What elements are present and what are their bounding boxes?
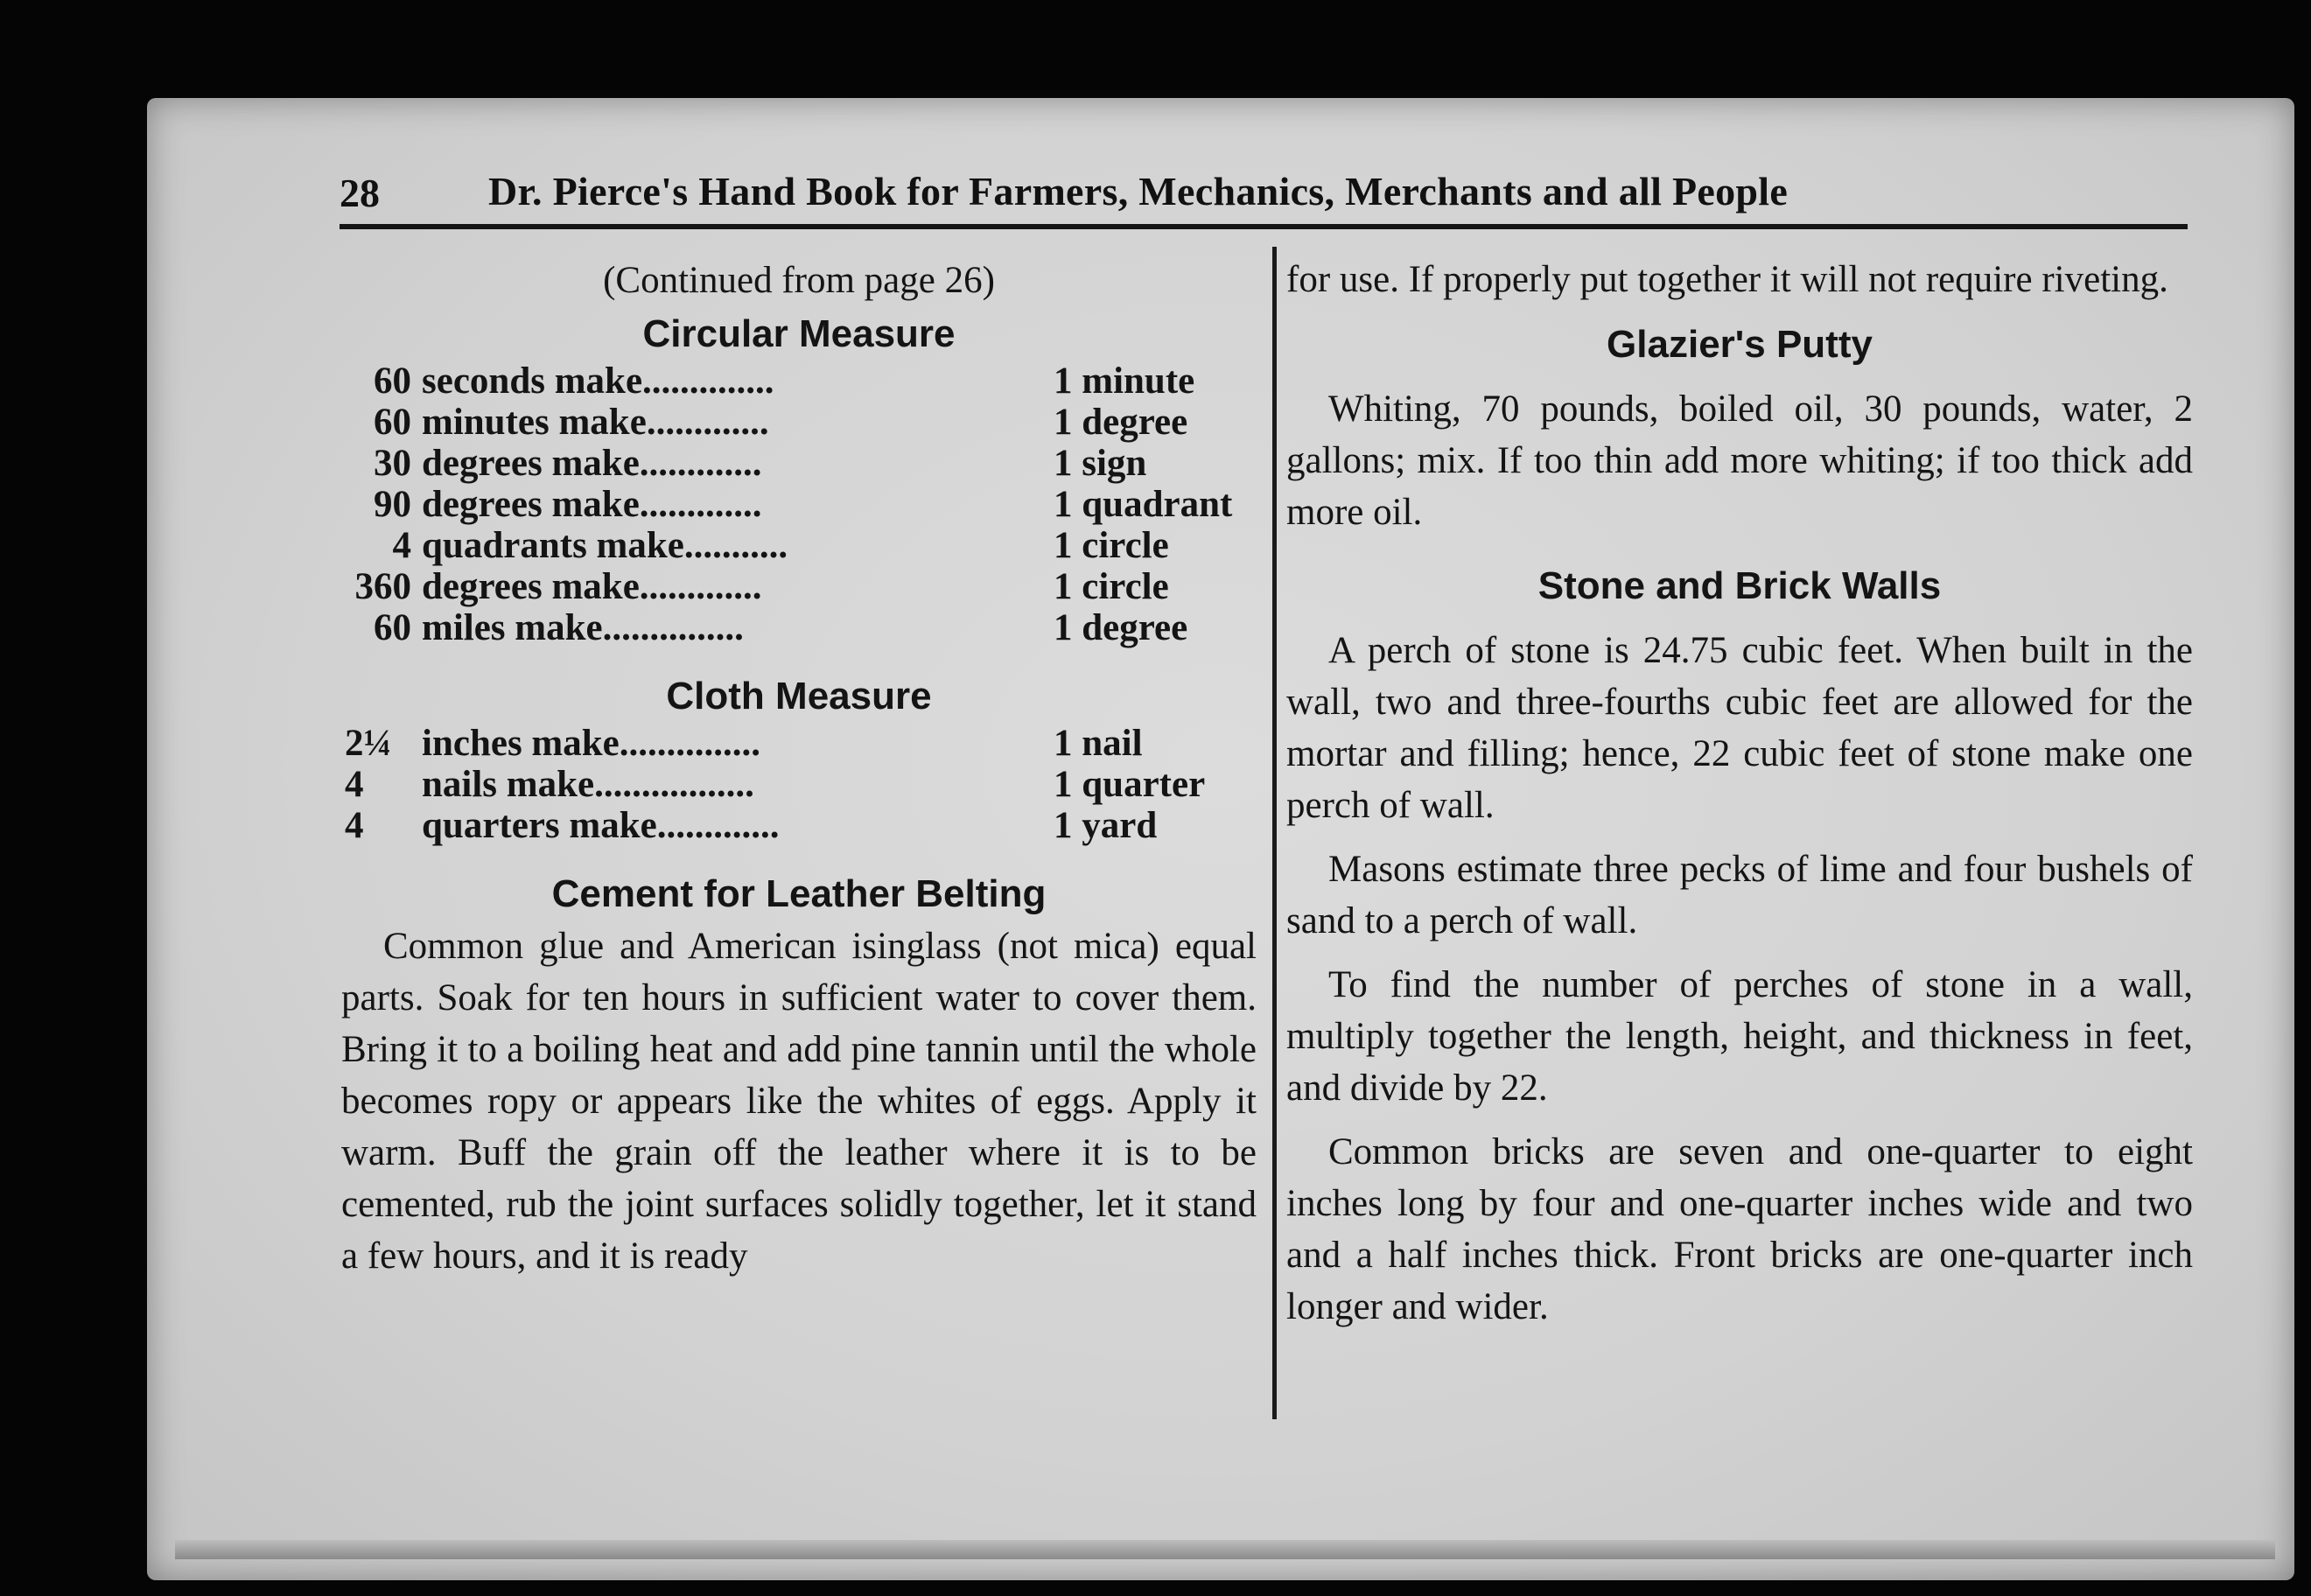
unit: degrees make (422, 443, 640, 484)
quantity: 60 (374, 360, 411, 402)
unit: miles make (422, 607, 603, 648)
page-number: 28 (340, 171, 380, 215)
result: 1 nail (1054, 723, 1143, 764)
table-row (341, 402, 1257, 443)
table-row (341, 443, 1257, 484)
quantity: 4 (345, 805, 364, 846)
walls-paragraph-2: Masons estimate three pecks of lime and four bushels of sand to a perch of wall. (1286, 849, 2193, 942)
leader-dots: ............. (656, 805, 780, 846)
table-row (341, 360, 1257, 402)
walls-paragraph-3: To find the number of perches of stone in a wall, multiply together the length, height, and thickness in feet, and divide by 22. (1286, 964, 2193, 1109)
unit-cell (422, 764, 1041, 805)
leader-dots: ................. (594, 764, 754, 805)
leader-dots: ............. (639, 484, 762, 525)
unit: degrees make (422, 484, 640, 525)
quantity: 30 (374, 443, 411, 484)
glaziers-putty-heading: Glazier's Putty (1607, 323, 1873, 366)
cement-paragraph: Common glue and American isinglass (not mica) equal parts. Soak for ten hours in sufficient water to cover them. Bring it to a boiling heat and add pine tannin until the whole becomes ropy or appears like the whites of eggs. Apply it warm. Buff the grain off the leather where it is to be cemented, rub the joint surfaces solidly together, let it stand a few hours, and it is ready (341, 926, 1257, 1277)
table-row (341, 607, 1257, 648)
table-row (341, 764, 1257, 805)
putty-paragraph: Whiting, 70 pounds, boiled oil, 30 pounds, water, 2 gallons; mix. If too thin add more whiting; if too thick add more oil. (1286, 388, 2193, 533)
quantity: 60 (374, 402, 411, 443)
result: 1 quadrant (1054, 484, 1233, 525)
table-row (341, 723, 1257, 764)
unit-cell (422, 566, 1041, 607)
walls-paragraph-4: Common bricks are seven and one-quarter to eight inches long by four and one-quarter inches wide and two and a half inches thick. Front bricks are one-quarter inch longer and wider. (1286, 1131, 2193, 1327)
cement-heading: Cement for Leather Belting (551, 872, 1047, 915)
table-row (341, 566, 1257, 607)
leader-dots: ............. (639, 566, 762, 607)
page-bottom-edge (175, 1540, 2275, 1559)
quantity: 2¼ (345, 723, 392, 764)
leader-dots: ............. (646, 402, 769, 443)
unit: quarters make (422, 805, 657, 846)
unit-cell (422, 402, 1041, 443)
leader-dots: ............... (619, 723, 760, 764)
result: 1 quarter (1054, 764, 1206, 805)
quantity: 90 (374, 484, 411, 525)
cloth-measure-heading: Cloth Measure (666, 675, 932, 718)
leader-dots: .............. (642, 360, 774, 402)
walls-paragraph-1: A perch of stone is 24.75 cubic feet. When built in the wall, two and three-fourths cubic feet are allowed for the mortar and filling; hence, 22 cubic feet of stone make one perch of wall. (1286, 630, 2193, 826)
column-divider (1272, 247, 1277, 1419)
result: 1 degree (1054, 402, 1188, 443)
result: 1 circle (1054, 566, 1169, 607)
unit: degrees make (422, 566, 640, 607)
unit: minutes make (422, 402, 647, 443)
page-header (340, 164, 2186, 226)
result: 1 yard (1054, 805, 1158, 846)
table-row (341, 484, 1257, 525)
result: 1 degree (1054, 607, 1188, 648)
quantity: 360 (354, 566, 411, 607)
running-title: Dr. Pierce's Hand Book for Farmers, Mechanics, Merchants and all People (488, 169, 1789, 214)
unit-cell (422, 805, 1041, 846)
table-row (341, 805, 1257, 846)
unit-cell (422, 484, 1041, 525)
unit-cell (422, 443, 1041, 484)
unit: inches make (422, 723, 620, 764)
quantity: 4 (345, 764, 364, 805)
unit-cell (422, 723, 1041, 764)
result: 1 sign (1054, 443, 1147, 484)
stone-brick-walls-heading: Stone and Brick Walls (1537, 564, 1942, 607)
continued-paragraph: for use. If properly put together it will not require riveting. (1286, 259, 2168, 300)
header-rule (340, 224, 2188, 229)
unit-cell (422, 360, 1041, 402)
unit-cell (422, 525, 1041, 566)
right-column (1286, 254, 2193, 1333)
continued-note: (Continued from page 26) (603, 260, 995, 301)
unit: quadrants make (422, 525, 684, 566)
circular-measure-table (341, 360, 1257, 648)
result: 1 circle (1054, 525, 1169, 566)
unit-cell (422, 607, 1041, 648)
leader-dots: ............. (639, 443, 762, 484)
left-column (341, 254, 1257, 1282)
result: 1 minute (1054, 360, 1195, 402)
unit: seconds make (422, 360, 643, 402)
leader-dots: ............... (602, 607, 744, 648)
cloth-measure-table (341, 723, 1257, 846)
unit: nails make (422, 764, 595, 805)
circular-measure-heading: Circular Measure (642, 312, 956, 355)
quantity: 60 (374, 607, 411, 648)
table-row (341, 525, 1257, 566)
quantity: 4 (392, 525, 411, 566)
leader-dots: ........... (683, 525, 788, 566)
